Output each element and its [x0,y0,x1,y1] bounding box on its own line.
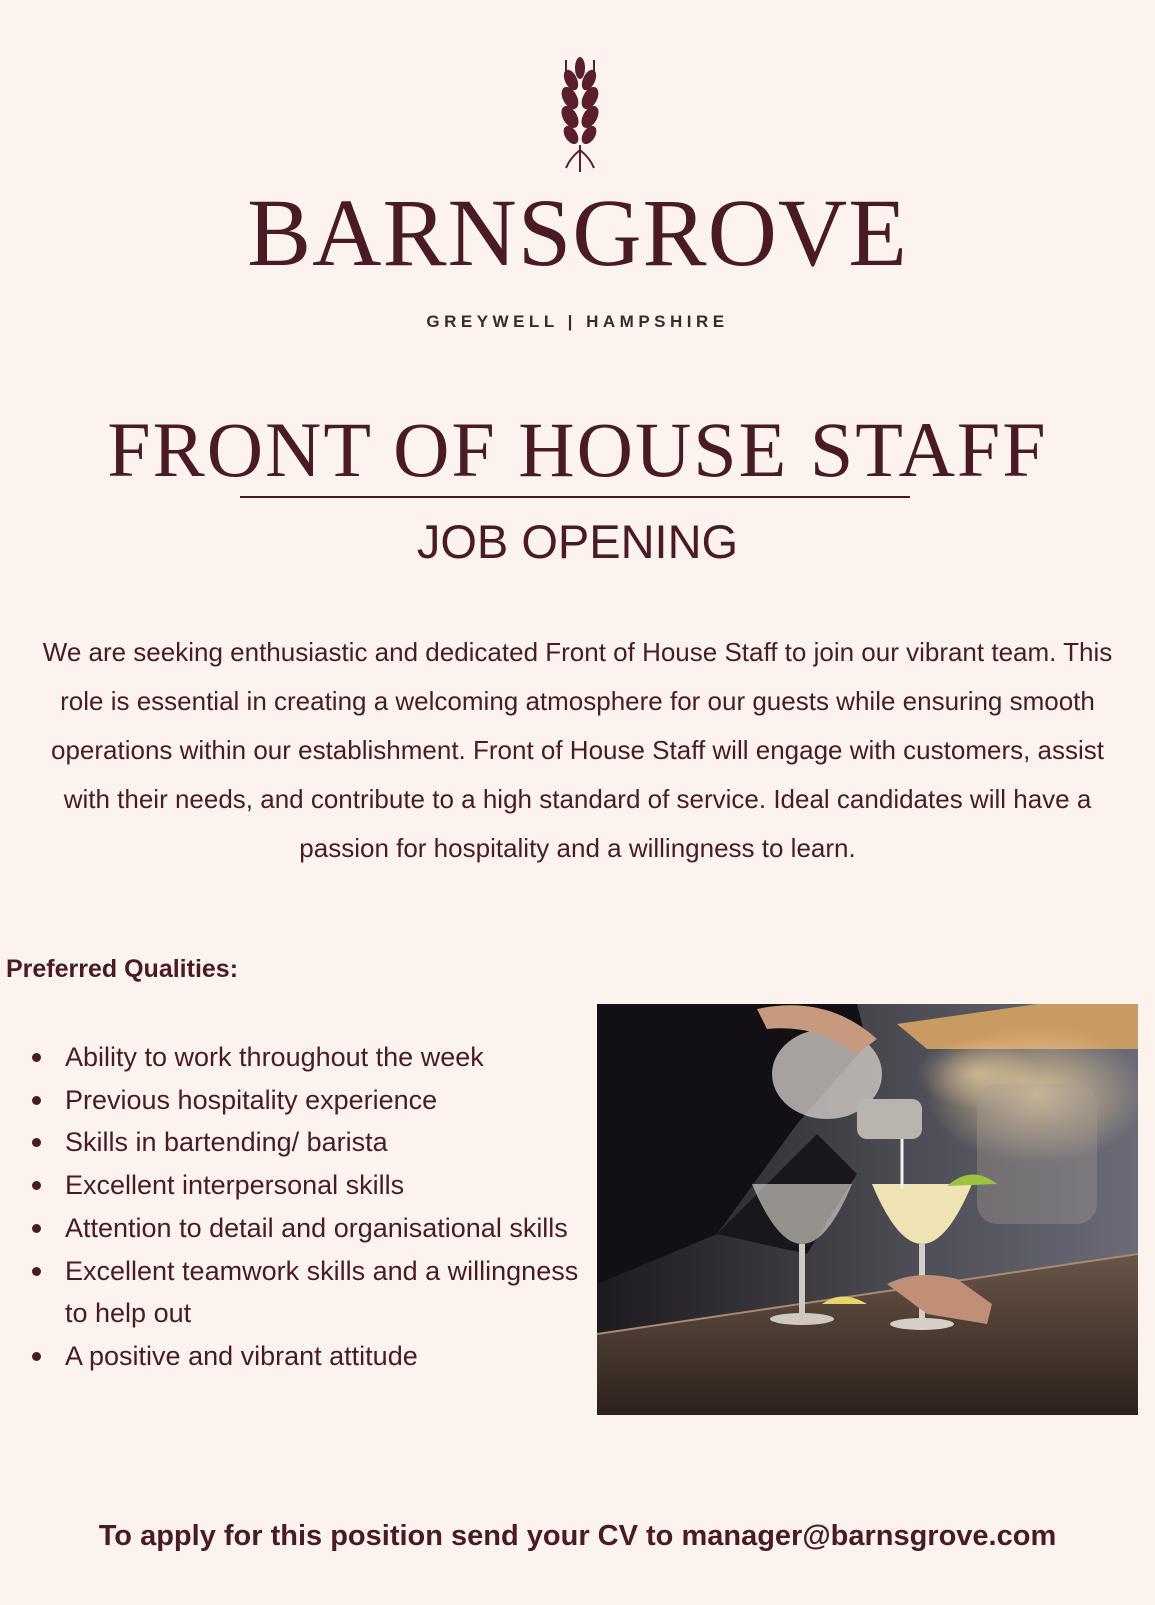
wheat-icon [540,50,620,175]
location-tagline: GREYWELL | HAMPSHIRE [426,312,729,331]
job-description: We are seeking enthusiastic and dedicated Front of House Staff to join our vibrant team. This role is essential in creating a welcoming atmosphere for our guests while ensuring smooth operations within our establishment. Front of House Staff will engage with customers, assist with their needs, and contribute to a high standard of service. Ideal candidates will have a passion for hospitality and a willingness to learn. [42,637,1113,863]
list-item: A positive and vibrant attitude [32,1335,582,1378]
qualities-list [32,1036,582,1378]
brand-name: BARNSGROVE [247,179,908,286]
qualities-heading: Preferred Qualities: [6,955,239,983]
title-divider [240,496,910,498]
list-item: Ability to work throughout the week [32,1036,582,1079]
list-item: Attention to detail and organisational skills [32,1207,582,1250]
apply-instructions: To apply for this position send your CV to manager@barnsgrove.com [98,1520,1057,1552]
job-title: FRONT OF HOUSE STAFF [107,406,1048,493]
list-item: Previous hospitality experience [32,1079,582,1122]
cocktail-photo [597,1004,1138,1415]
list-item: Excellent interpersonal skills [32,1164,582,1207]
job-subtitle: JOB OPENING [416,515,739,568]
list-item: Excellent teamwork skills and a willingness to help out [32,1250,582,1335]
list-item: Skills in bartending/ barista [32,1121,582,1164]
